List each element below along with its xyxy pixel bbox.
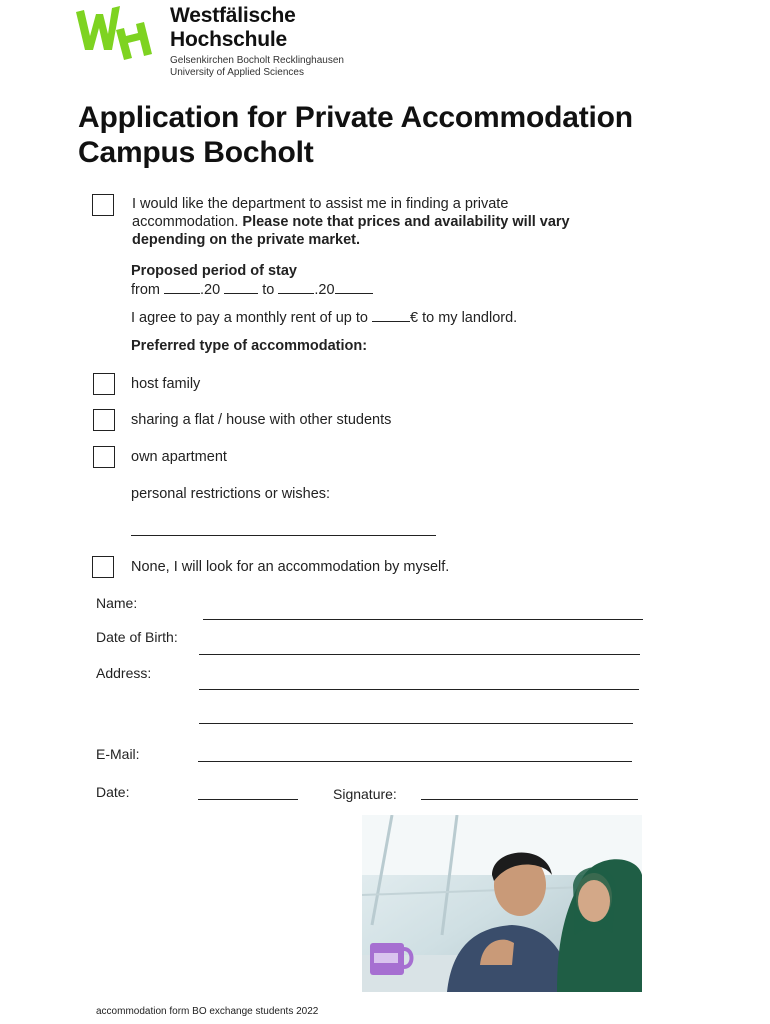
- period-to-day-blank[interactable]: [278, 280, 314, 294]
- page-title: [78, 100, 633, 170]
- title-line2: Campus Bocholt: [78, 136, 314, 169]
- address-label: Address:: [96, 665, 152, 681]
- none-checkbox[interactable]: [92, 556, 114, 578]
- logo-sub-line2: University of Applied Sciences: [170, 67, 304, 78]
- logo-sub-line1: Gelsenkirchen Bocholt Recklinghausen: [170, 55, 344, 66]
- restrictions-line[interactable]: [131, 535, 436, 536]
- date-field[interactable]: [198, 799, 298, 800]
- address-field-line2[interactable]: [199, 723, 633, 724]
- email-label: E-Mail:: [96, 746, 140, 762]
- period-year2-label: .20: [314, 282, 335, 298]
- logo-subtitle: [170, 55, 344, 79]
- signature-field[interactable]: [421, 799, 638, 800]
- rent-before: I agree to pay a monthly rent of up to: [131, 310, 368, 326]
- logo-name-line2: Hochschule: [170, 28, 288, 51]
- students-photo: [362, 815, 642, 992]
- name-field[interactable]: [203, 619, 643, 620]
- assist-line2-normal: accommodation.: [132, 214, 243, 230]
- rent-after: € to my landlord.: [410, 310, 518, 326]
- signature-label: Signature:: [333, 786, 397, 802]
- restrictions-label: personal restrictions or wishes:: [131, 486, 331, 502]
- email-field[interactable]: [198, 761, 632, 762]
- shared-flat-checkbox[interactable]: [93, 409, 115, 431]
- period-from-label: from: [131, 282, 160, 298]
- address-field-line1[interactable]: [199, 689, 639, 690]
- logo-name-line1: Westfälische: [170, 4, 296, 27]
- period-row: [131, 280, 373, 299]
- dob-field[interactable]: [199, 654, 640, 655]
- rent-row: [131, 308, 517, 327]
- logo-wordmark: [170, 4, 296, 52]
- assist-line2-bold: Please note that prices and availability will vary: [242, 214, 570, 230]
- own-apartment-label: own apartment: [131, 449, 227, 465]
- preferred-heading: Preferred type of accommodation:: [131, 338, 368, 354]
- period-to-year-blank[interactable]: [335, 280, 373, 294]
- dob-label: Date of Birth:: [96, 629, 178, 645]
- assist-text: [132, 195, 652, 249]
- period-heading: Proposed period of stay: [131, 263, 297, 279]
- shared-flat-label: sharing a flat / house with other students: [131, 412, 392, 428]
- name-label: Name:: [96, 595, 138, 611]
- university-logo: [76, 2, 160, 60]
- host-family-label: host family: [131, 376, 201, 392]
- period-year1-label: .20: [200, 282, 221, 298]
- period-from-year-blank[interactable]: [224, 280, 258, 294]
- host-family-checkbox[interactable]: [93, 373, 115, 395]
- assist-checkbox[interactable]: [92, 194, 114, 216]
- date-label: Date:: [96, 784, 130, 800]
- period-to-label: to: [262, 282, 275, 298]
- own-apartment-checkbox[interactable]: [93, 446, 115, 468]
- period-from-day-blank[interactable]: [164, 280, 200, 294]
- assist-line1: I would like the department to assist me in finding a private: [132, 196, 509, 212]
- rent-amount-blank[interactable]: [372, 308, 410, 322]
- title-line1: Application for Private Accommodation: [78, 101, 633, 134]
- footer-text: accommodation form BO exchange students 2022: [96, 1006, 319, 1017]
- assist-line3-bold: depending on the private market.: [132, 232, 361, 248]
- none-label: None, I will look for an accommodation by myself.: [131, 559, 450, 575]
